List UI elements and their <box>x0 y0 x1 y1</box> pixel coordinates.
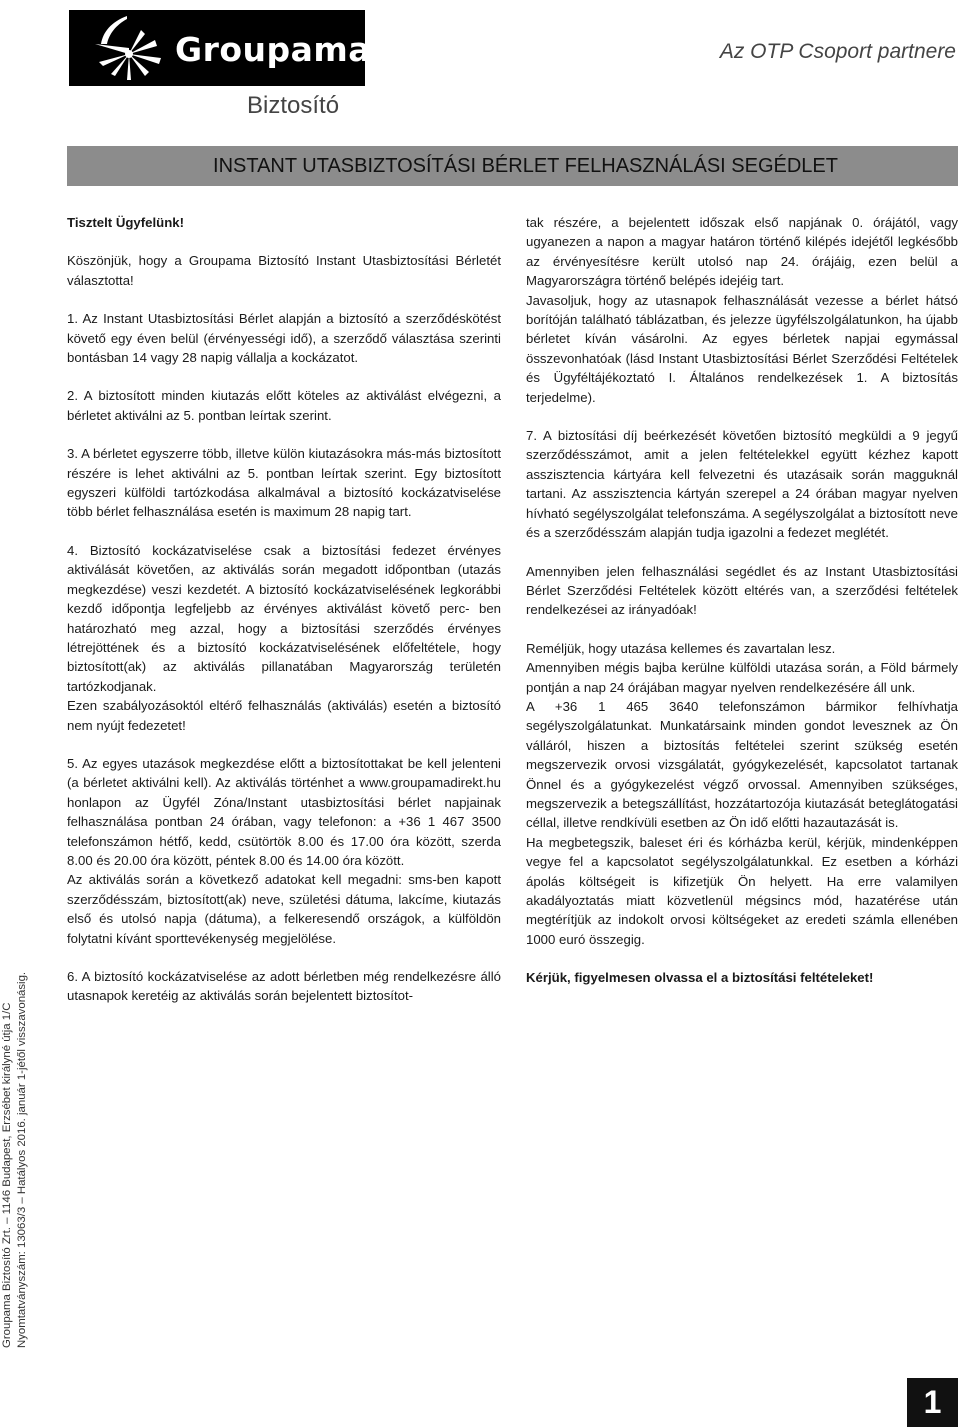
logo-wordmark: Groupama <box>175 30 372 69</box>
section-4: 4. Biztosító kockázatviselése csak a biztosítási fedezet érvényes aktiválását követően, az aktiválás során megadott időpontban (utazás megkezdése) veszi kezdetét. A biztosító kockázatviselésének legkorábbi kezdő időpontja legfeljebb az érvényes aktiválást követő perc- ben határozható meg azzal, hogy a biztosítási szerződés érvényes létrejöttének és a biztosító kockázatviselésének előfeltétele, hogy biztosított(ak) az aktiválás pillanatában Magyarország területén tartózkodjanak. <box>67 542 501 694</box>
page-number: 1 <box>907 1378 958 1427</box>
wishes-line: Reméljük, hogy utazása kellemes és zavartalan lesz. <box>526 640 836 656</box>
section-2: 2. A biztosított minden kiutazás előtt köteles az aktiválást elvégezni, a bérletet aktiválni az 5. pontban leírtak szerint. <box>67 388 501 423</box>
section-6-continued: tak részére, a bejelentett időszak első napjának 0. órájától, vagy ugyanezen a napon a magyar határon történő kilépés idejétől legkésőbb az érvényesítésre került utolsó nap 24. órájáig, ezen belül a Magyarországra történő belépés idejéig tart. <box>526 215 958 289</box>
left-column <box>67 213 501 1006</box>
legal-sidebar <box>0 948 30 1348</box>
section-6-recommendation: Javasoljuk, hogy az utasnapok felhasználását vezesse a bérlet hátsó borítóján található táblázatban, és jelezze ügyfélszolgálatunkon, ha újabb bérletet kíván vásárolni. Az egyes bérletek napjai egymással összevonhatóak (lásd Instant Utasbiztosítási Bérlet Szerződési Feltételek és Ügyféltájékoztató I. Általános rendelkezések 1. A biztosítás terjedelme). <box>526 292 958 405</box>
subbrand-label: Biztosító <box>247 92 340 119</box>
abroad-support: Amennyiben mégis bajba kerülne külföldi utazása során, a Föld bármely pontján a nap 24 órájában magyar nyelven rendelkezésére áll unk. <box>526 660 958 695</box>
section-1: 1. Az Instant Utasbiztosítási Bérlet alapján a biztosító a szerződéskötést követő egy éven belül (érvényességi idő), a szerződő választása szerinti bontásban 14 vagy 28 napig vállalja a kockázatot. <box>67 311 501 366</box>
title-bar <box>67 146 958 186</box>
greeting: Tisztelt Ügyfelünk! <box>67 215 184 230</box>
groupama-emblem-icon <box>69 10 179 86</box>
form-number: Nyomtatványszám: 13063/3 – Hatályos 2016. január 1-jétől visszavonásig. <box>16 971 28 1348</box>
document-title: INSTANT UTASBIZTOSÍTÁSI BÉRLET FELHASZNÁLÁSI SEGÉDLET <box>213 155 838 177</box>
groupama-logo <box>69 10 372 86</box>
section-5: 5. Az egyes utazások megkezdése előtt a biztosítottakat be kell jelenteni (a bérletet aktiválni kell). Az aktiválás történhet a www.groupamadirekt.hu honlapon az Ügyfél Zóna/Instant utasbiztosítási bérlet napjainak felhasználása pontban 24 órában, vagy telefonon: a +36 1 467 3500 telefonszámon hétfő, kedd, csütörtök 8.00 és 17.00 óra között, szerda 8.00 és 20.00 óra között, péntek 8.00 és 14.00 óra között. <box>67 755 501 868</box>
thanks-paragraph: Köszönjük, hogy a Groupama Biztosító Instant Utasbiztosítási Bérletét választotta! <box>67 253 501 288</box>
section-5-data: Az aktiválás során a következő adatokat kell megadni: sms-ben kapott szerződésszám, biztosított(ak) neve, születési dátuma, lakcíme, kiutazás első és utolsó napja (dátuma), a felkeresendő országok, a külföldön folytatni kívánt sporttevékenység megjelölése. <box>67 872 501 946</box>
company-address: Groupama Biztosító Zrt. – 1146 Budapest, Erzsébet királyné útja 1/C <box>1 1002 13 1348</box>
closing-note: Kérjük, figyelmesen olvassa el a biztosítási feltételeket! <box>526 970 874 986</box>
precedence-note: Amennyiben jelen felhasználási segédlet és az Instant Utasbiztosítási Bérlet Szerződési Feltételek között eltérés van, a szerződési feltételek rendelkezései az irányadóak! <box>526 563 958 618</box>
section-3: 3. A bérletet egyszerre több, illetve külön kiutazásokra más-más biztosított részére is lehet aktiválni az 5. pontban leírtak szerint. Egy biztosított egyszeri külföldi tartózkodása alkalmával a biztosító kockázatviselése több bérlet felhasználása esetén is maximum 28 napig tart. <box>67 446 501 520</box>
partner-tagline: Az OTP Csoport partnere <box>719 40 956 63</box>
assistance-phone: A +36 1 465 3640 telefonszámon bármikor felhívhatja segélyszolgálatunkat. Munkatársaink minden gondot levesznek az Ön válláról, hiszen a biztosítás feltételei szerint szükség esetén megszervezik orvosi vizsgálatát, gyógykezelését, kapcsolatot tartanak Önnel és a gyógykezelést végző orvossal. Amennyiben szükséges, megszervezik a betegszállítást, hozzátartozója kiutazását beteglátogatási céllal, illetve rendkívüli esetben az Ön idő előtti hazautazását is. <box>526 698 958 831</box>
section-7: 7. A biztosítási díj beérkezését követően biztosító megküldi a 9 jegyű szerződésszámot, amit a jelen feltételekkel együtt kézhez kapott asszisztencia kártyára kell felvezetni és utazásaik során magguknál tartani. Az asszisztencia kártyán szerepel a 24 órában magyar nyelven hívható segélyszolgálat telefonszáma. A segélyszolgálat a biztosított neve és a szerződésszám alapján tudja igazolni a fedezet meglétét. <box>526 428 958 541</box>
section-4-note: Ezen szabályozásoktól eltérő felhasználás (aktiválás) esetén a biztosító nem nyújt fedezetet! <box>67 698 501 733</box>
right-column <box>526 213 958 988</box>
section-6: 6. A biztosító kockázatviselése az adott bérletben még rendelkezésre álló utasnapok keretéig az aktiválás során bejelentett biztosítot- <box>67 969 501 1004</box>
hospital-info: Ha megbetegszik, baleset éri és kórházba kerül, kérjük, mindenképpen vegye fel a kapcsolatot segélyszolgálatunkkal. Ez esetben a kórházi ápolás költségeit is kifizetjük Ön helyett. Ha erre valamilyen akadályoztatás miatt közvetlenül mégsincs mód, hazatérése után megtérítjük az indokolt orvosi költségeket az eredeti számla ellenében 1000 euró összegig. <box>526 834 958 947</box>
